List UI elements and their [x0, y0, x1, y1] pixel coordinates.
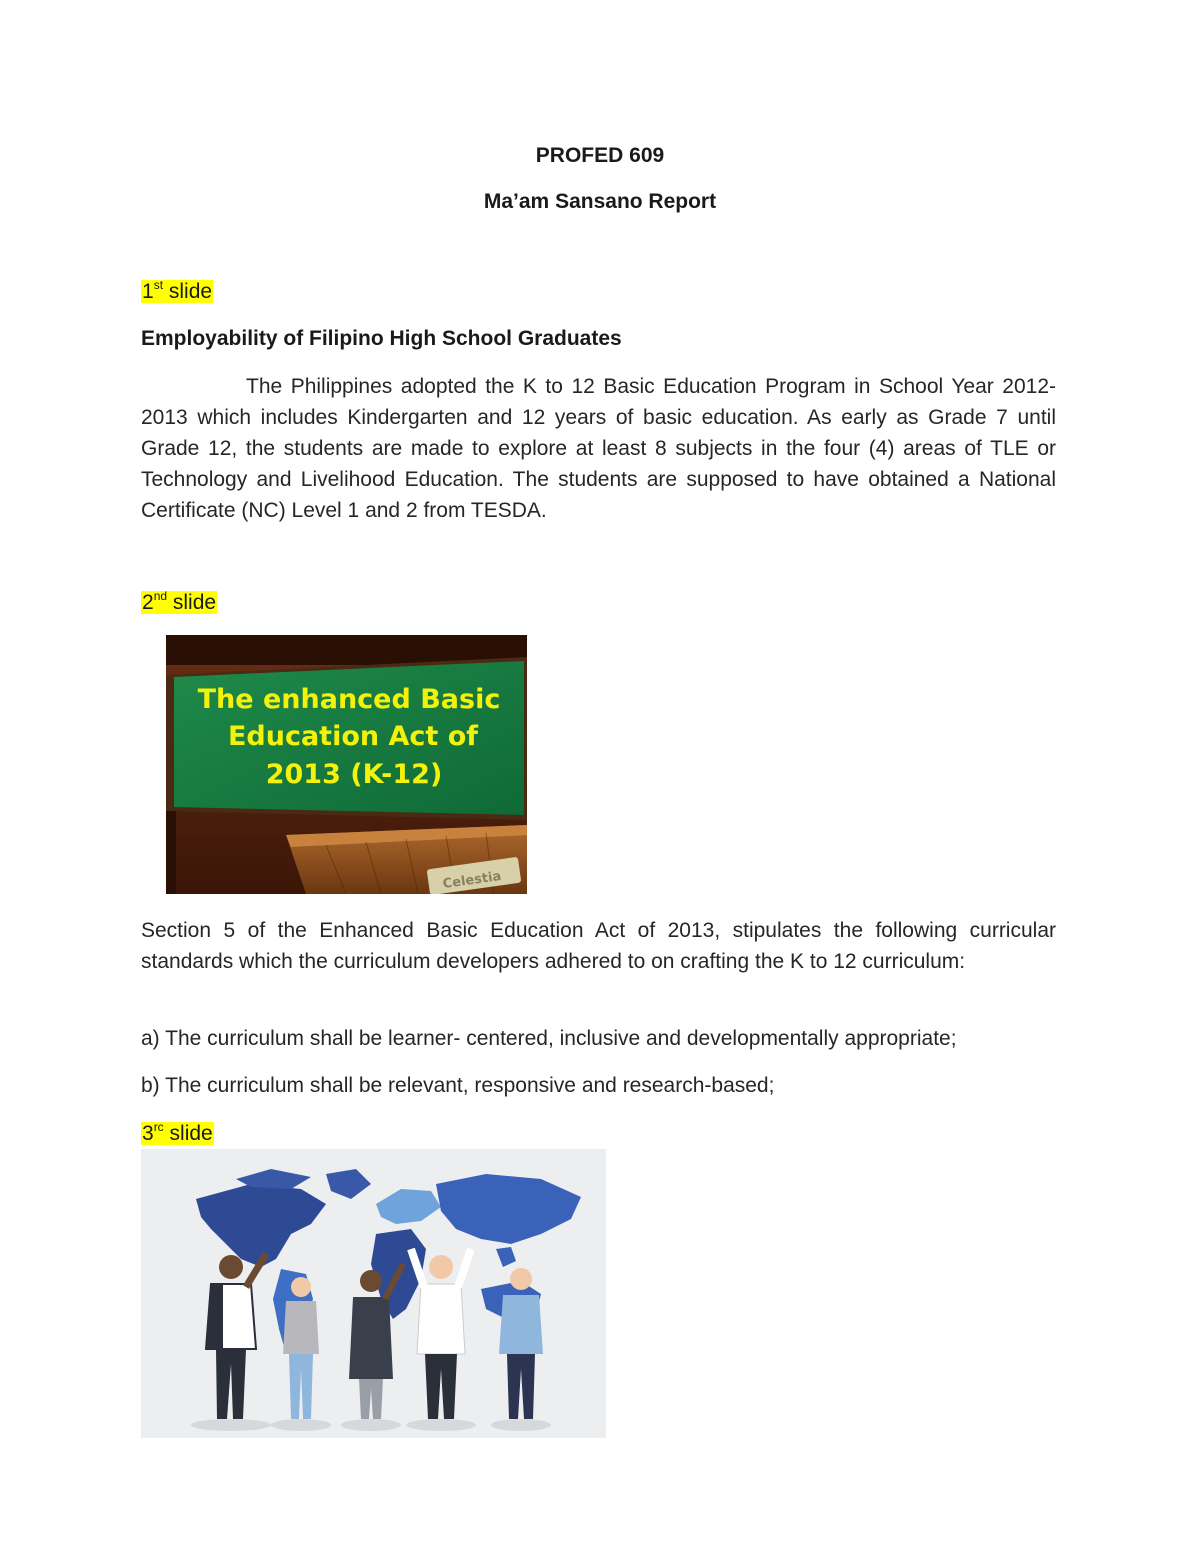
world-map-people-image [141, 1149, 606, 1438]
slide-text-line-3: 2013 (K-12) [265, 759, 443, 790]
standard-item-b: b) The curriculum shall be relevant, responsive and research-based; [141, 1074, 775, 1097]
section-heading: Employability of Filipino High School Graduates [141, 327, 622, 350]
slide-text-line-2: Education Act of [227, 721, 479, 752]
report-title: Ma’am Sansano Report [483, 190, 717, 213]
k12-act-slide-image [166, 635, 527, 894]
desk-plaque-text: Celestia [441, 868, 503, 893]
section-5-paragraph: Section 5 of the Enhanced Basic Education Act of 2013, stipulates the following curricular standards which the curriculum developers adhered to on crafting the K to 12 curriculum: [141, 919, 1056, 973]
standard-item-a: a) The curriculum shall be learner- centered, inclusive and developmentally appropriate; [141, 1027, 957, 1050]
slide-2-label: 2nd slide [142, 589, 217, 614]
intro-paragraph: The Philippines adopted the K to 12 Basic Education Program in School Year 2012-2013 which includes Kindergarten and 12 years of basic education. As early as Grade 7 until Grade 12, the students are made to explore at least 8 subjects in the four (4) areas of TLE or Technology and Livelihood Education. The students are supposed to have obtained a National Certificate (NC) Level 1 and 2 from TESDA. [141, 375, 1056, 522]
slide-text-line-1: The enhanced Basic [197, 684, 501, 715]
slide-3-label: $3^{rc}$ slide [142, 1120, 213, 1145]
slide-1-label: 1st slide [142, 278, 213, 303]
course-title: PROFED 609 [535, 144, 665, 167]
